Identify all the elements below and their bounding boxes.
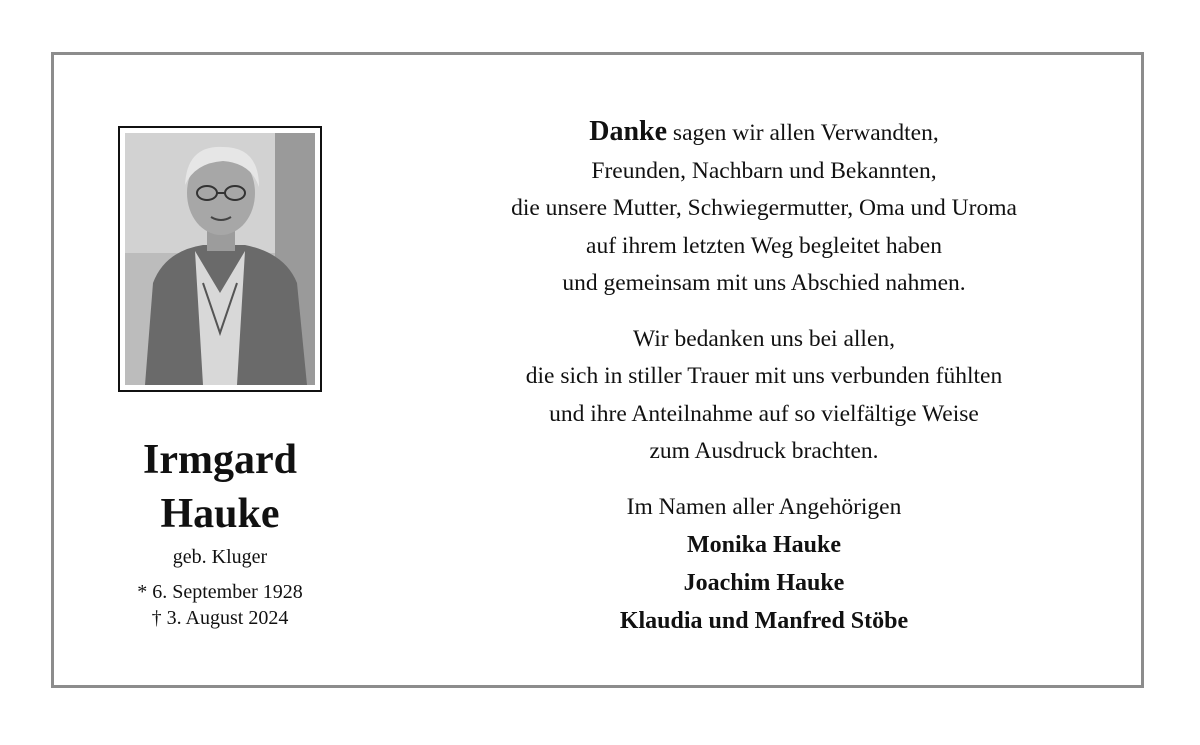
signer-name: Monika Hauke: [686, 532, 842, 558]
thanks-line: die sich in stiller Trauer mit uns verbunden fühlten: [525, 363, 1003, 389]
death-date: † 3. August 2024: [151, 607, 289, 629]
life-dates: [91, 579, 349, 631]
portrait-photo: [125, 133, 315, 385]
lead-word: Danke: [589, 116, 668, 147]
birth-name: geb. Kluger: [172, 546, 268, 568]
thanks-line: und ihre Anteilnahme auf so vielfältige Weise: [549, 400, 979, 427]
thanks-line: Freunden, Nachbarn und Bekannten,: [591, 157, 937, 184]
signoff: [414, 489, 1114, 641]
signoff-intro: Im Namen aller Angehörigen: [626, 493, 902, 520]
thanks-paragraph-1: [414, 113, 1114, 303]
birth-date: * 6. September 1928: [137, 581, 303, 603]
thanks-line: zum Ausdruck brachten.: [649, 438, 879, 464]
thank-you-text: [414, 113, 1114, 640]
deceased-name: [91, 433, 349, 541]
thanks-line: auf ihrem letzten Weg begleitet haben: [586, 232, 942, 259]
obituary-card: [51, 52, 1144, 688]
portrait-frame: [118, 126, 322, 392]
portrait-illustration: [125, 133, 315, 385]
last-name: Hauke: [160, 491, 280, 537]
thanks-line: die unsere Mutter, Schwiegermutter, Oma und Uroma: [511, 195, 1017, 221]
thanks-line: Danke sagen wir allen Verwandten,: [589, 116, 939, 147]
first-name: Irmgard: [143, 437, 297, 483]
thanks-line: Wir bedanken uns bei allen,: [632, 325, 896, 352]
signer-name: Joachim Hauke: [683, 570, 845, 596]
signer-name: Klaudia und Manfred Stöbe: [619, 608, 909, 634]
thanks-paragraph-2: [414, 321, 1114, 471]
thanks-line: und gemeinsam mit uns Abschied nahmen.: [562, 270, 966, 296]
